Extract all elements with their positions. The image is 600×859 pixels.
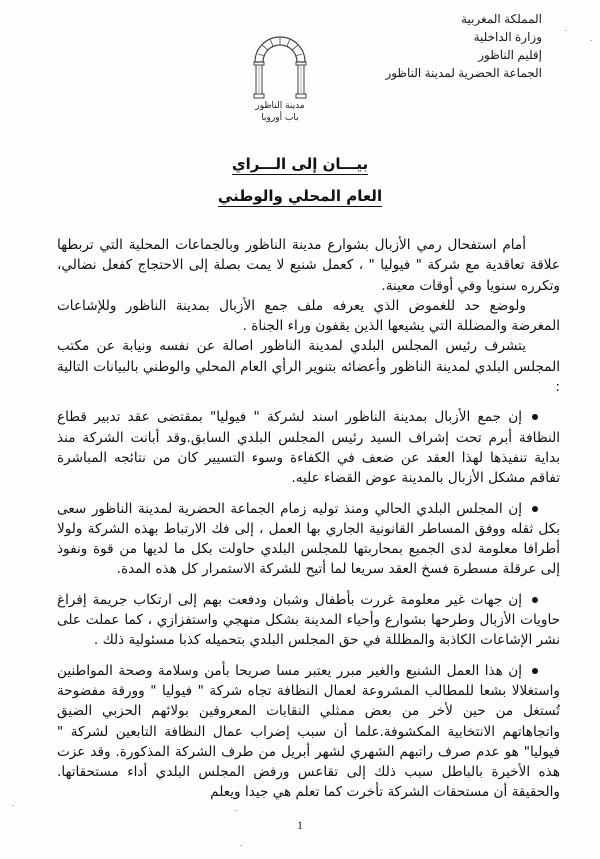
logo-caption-city: مدينة الناظور: [255, 101, 305, 111]
title-line-2: العام المحلي والوطني: [217, 187, 383, 205]
bullet-icon: [532, 668, 538, 674]
intro-paragraph-2: ولوضع حد للغموض الذي يعرفه ملف جمع الأزبال بمدينة الناظور وللإشاعات المغرضة والمضللة التي يشيعها الذين يقفون وراء الجناة .: [57, 297, 560, 335]
city-logo: [240, 32, 320, 132]
title-line-1: بيـــان إلى الـــراي: [231, 155, 369, 173]
document-subtitle: [0, 187, 600, 205]
letterhead-municipality: الجماعة الحضرية لمدينة الناظور: [385, 66, 542, 80]
bullet-icon: [532, 597, 538, 603]
scan-speck: [565, 30, 567, 31]
scan-speck: [590, 40, 592, 41]
logo-caption-slogan: باب أوروبا: [261, 113, 299, 123]
bullet-text: إن جهات غير معلومة غررت بأطفال وشبان ودفعت بهم إلى ارتكاب جريمة إفراغ حاويات الأزبال وطرحها بشوارع وأحياء المدينة بشكل منهجي واستفزازي ، كما عملت على نشر الإشاعات الكاذبة والمظللة في حق المجلس البلدي بتحميله كذبا مسئولية ذلك .: [57, 591, 560, 649]
scan-speck: [12, 805, 14, 806]
intro-paragraph-3: يتشرف رئيس المجلس البلدي لمدينة الناظور اصالة عن نفسه ونيابة عن مكتب المجلس البلدي لمدينة الناظور وأعضائه بتنوير الرأي العام المحلي والوطني بالبيانات التالية :: [57, 338, 560, 396]
intro-paragraph-1: أمام استفحال رمي الأزبال بشوارع مدينة الناظور وبالجماعات المحلية التي تربطها علاقة تعاقدية مع شركة " فيوليا " ، كعمل شنيع لا يمت بصلة إلى الاحتجاج كفعل نضالي، وتكرره سنويا وفي أوقات معينة.: [57, 237, 560, 294]
bullet-text: إن المجلس البلدي الحالي ومنذ توليه زمام الجماعة الحضرية لمدينة الناظور سعى بكل ثقله ووفق المساطر القانونية الجاري بها العمل ، إلى فك الارتباط بهذه الشركة ولولا أطرافا معلومة لدى الجميع بمحاربتها للمجلس البلدي حاولت بكل ما لديها من قوة ونفوذ إلى عرقلة مسطرة فسخ العقد سريعا لما أتيح للشركة الاستمرار كل هذه المدة.: [57, 500, 560, 578]
bullet-item-4: [57, 661, 560, 803]
letterhead: [282, 10, 542, 82]
bullet-text: إن جمع الأزبال بمدينة الناظور اسند لشركة " فيوليا" بمقتضى عقد تدبير قطاع النظافة أبرم تحت إشراف السيد رئيس المجلس البلدي السابق.وقد أبانت الشركة منذ بداية تنفيذها لهذا العقد عن ضعف في الكفاءة وسوء التسيير كان من نتائجه المباشرة تفاقم مشكل الأزبال بالمدينة عوض القضاء عليه.: [57, 409, 560, 487]
document-title: [0, 155, 600, 173]
bullet-text: إن هذا العمل الشنيع والغير مبرر يعتبر مسا صريحا بأمن وسلامة وصحة المواطنين واستغلالا بشعا للمطالب المشروعة لعمال النظافة تجاه شركة " فيوليا " وورقة مفضوحة تُستغل من حين لأخر من بعض ممثلي النقابات المعروفين بولائهم الحزبي الضيق واتجاهاتهم الانتخابية المكشوفة.علما أن سبب إضراب عمال النظافة التابعين لشركة " فيوليا" هو عدم صرف راتبهم الشهري لشهر أبريل من طرف الشركة المذكورة. وقد عزت هذه الأخيرة بالباطل سبب ذلك إلى تقاعس ورفض المجلس البلدي أداء مستحقاتها. والحقيقة أن مستحقات الشركة تأخرت كما تعلم هي جيدا ويعلم: [57, 662, 560, 801]
bullet-item-3: [57, 590, 560, 651]
letterhead-kingdom: المملكة المغربية: [461, 12, 542, 26]
bullet-icon: [532, 414, 538, 420]
arch-icon: [249, 32, 311, 100]
scan-speck: [235, 810, 237, 811]
scan-speck: [240, 845, 242, 846]
bullet-item-2: [57, 499, 560, 580]
page-number: 1: [297, 818, 303, 832]
bullet-item-1: [57, 407, 560, 488]
document-body: [57, 235, 560, 803]
letterhead-province: إقليم الناظور: [478, 48, 542, 62]
letterhead-ministry: وزارة الداخلية: [473, 30, 542, 44]
bullet-icon: [532, 506, 538, 512]
